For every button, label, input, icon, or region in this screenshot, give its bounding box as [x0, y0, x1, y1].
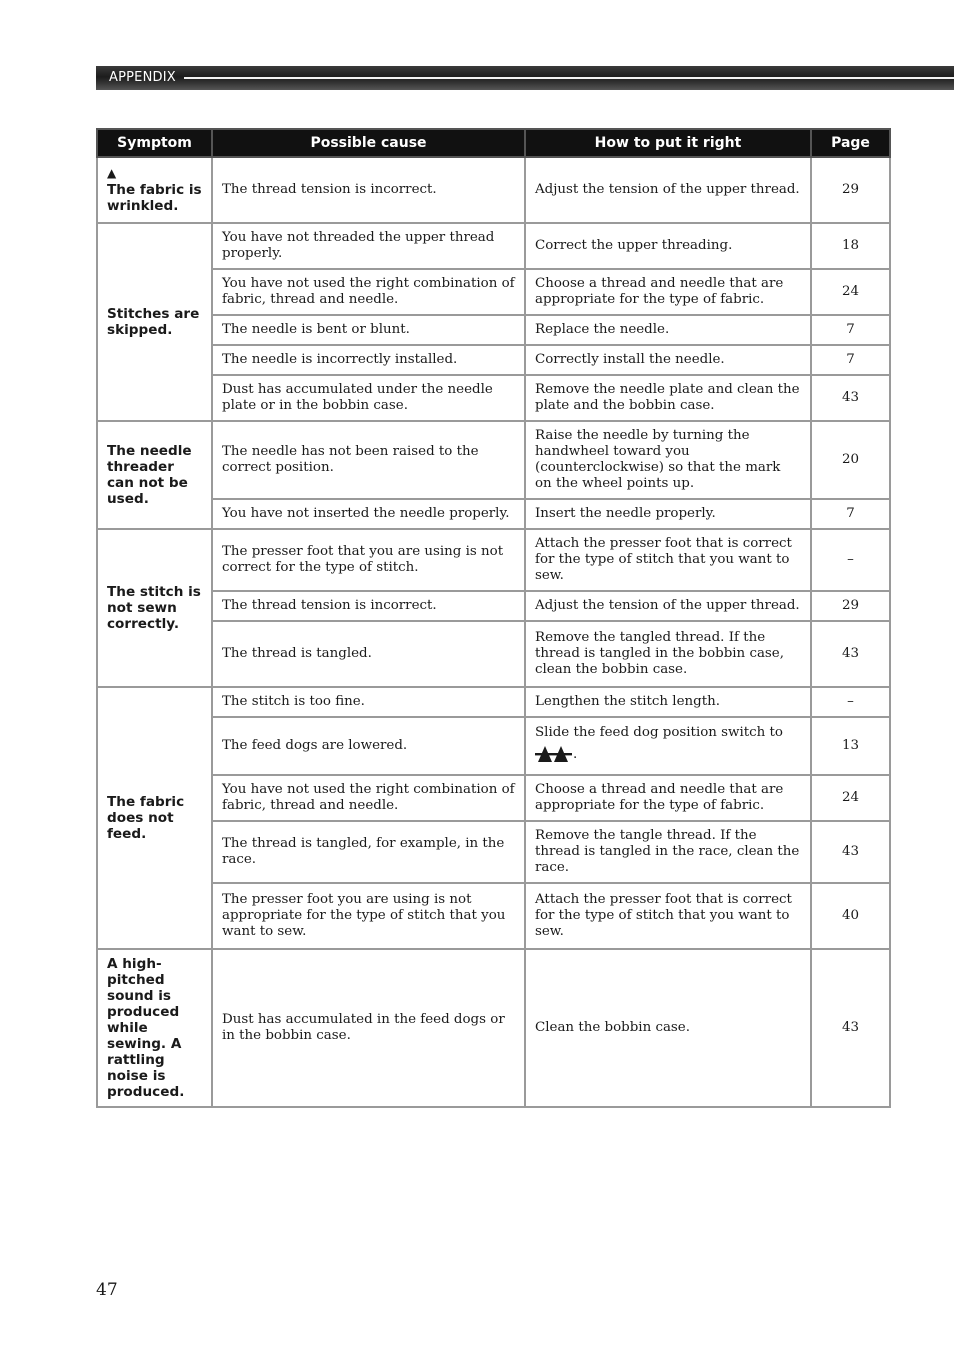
symptom-cell: [97, 157, 212, 223]
table-row: [97, 529, 890, 591]
cause-cell: You have not used the right combination of fabric, thread and needle.: [212, 775, 525, 821]
column-header-cause: Possible cause: [212, 129, 525, 157]
feed-dog-up-icon: [535, 743, 573, 768]
remedy-cell: Adjust the tension of the upper thread.: [525, 591, 811, 621]
remedy-cell: Choose a thread and needle that are appropriate for the type of fabric.: [525, 269, 811, 315]
column-header-remedy: How to put it right: [525, 129, 811, 157]
section-header-bar: [96, 66, 954, 90]
remedy-cell: Attach the presser foot that is correct for the type of stitch that you want to sew.: [525, 883, 811, 949]
cause-cell: The stitch is too fine.: [212, 687, 525, 717]
table-row: [97, 621, 890, 687]
page-cell: 20: [811, 421, 890, 499]
page-cell: 43: [811, 949, 890, 1107]
table-row: [97, 269, 890, 315]
table-row: [97, 883, 890, 949]
cause-cell: You have not used the right combination of fabric, thread and needle.: [212, 269, 525, 315]
table-row: [97, 687, 890, 717]
remedy-cell: Remove the needle plate and clean the plate and the bobbin case.: [525, 375, 811, 421]
remedy-cell: Adjust the tension of the upper thread.: [525, 157, 811, 223]
header-rule: [184, 77, 954, 79]
symptom-cell: Stitches are skipped.: [97, 223, 212, 421]
remedy-text: Slide the feed dog position switch to: [535, 724, 783, 740]
cause-cell: The needle has not been raised to the correct position.: [212, 421, 525, 499]
remedy-cell: Attach the presser foot that is correct for the type of stitch that you want to sew.: [525, 529, 811, 591]
remedy-cell: Correct the upper threading.: [525, 223, 811, 269]
section-title: APPENDIX: [109, 70, 176, 85]
table-row: [97, 315, 890, 345]
cause-cell: The feed dogs are lowered.: [212, 717, 525, 775]
table-row: [97, 375, 890, 421]
cause-cell: The presser foot you are using is not appropriate for the type of stitch that you want to sew.: [212, 883, 525, 949]
table-row: [97, 421, 890, 499]
page-cell: 7: [811, 345, 890, 375]
cause-cell: Dust has accumulated under the needle plate or in the bobbin case.: [212, 375, 525, 421]
table-header-row: [97, 129, 890, 157]
table-row: [97, 717, 890, 775]
cause-cell: The thread tension is incorrect.: [212, 157, 525, 223]
troubleshooting-table: [96, 128, 891, 1108]
table-row: [97, 591, 890, 621]
table-row: [97, 345, 890, 375]
up-arrow-icon: ▲: [107, 165, 117, 180]
cause-cell: You have not threaded the upper thread properly.: [212, 223, 525, 269]
cause-cell: The needle is incorrectly installed.: [212, 345, 525, 375]
page-cell: 24: [811, 269, 890, 315]
page-cell: 7: [811, 499, 890, 529]
page-cell: 43: [811, 821, 890, 883]
table-row: [97, 949, 890, 1107]
remedy-suffix: .: [573, 746, 578, 762]
remedy-cell: Raise the needle by turning the handwheel toward you (counterclockwise) so that the mark on the wheel points up.: [525, 421, 811, 499]
page-number: 47: [96, 1280, 118, 1300]
table-row: [97, 223, 890, 269]
table-row: [97, 499, 890, 529]
remedy-cell: Replace the needle.: [525, 315, 811, 345]
page-cell: 13: [811, 717, 890, 775]
table-row: [97, 821, 890, 883]
cause-cell: The needle is bent or blunt.: [212, 315, 525, 345]
cause-cell: Dust has accumulated in the feed dogs or in the bobbin case.: [212, 949, 525, 1107]
page-cell: 43: [811, 375, 890, 421]
page-cell: 29: [811, 591, 890, 621]
page-cell: –: [811, 687, 890, 717]
page-cell: 29: [811, 157, 890, 223]
remedy-cell: Insert the needle properly.: [525, 499, 811, 529]
table-row: [97, 775, 890, 821]
cause-cell: The presser foot that you are using is not correct for the type of stitch.: [212, 529, 525, 591]
symptom-cell: The stitch is not sewn correctly.: [97, 529, 212, 687]
page-cell: –: [811, 529, 890, 591]
remedy-cell: Lengthen the stitch length.: [525, 687, 811, 717]
column-header-symptom: Symptom: [97, 129, 212, 157]
remedy-cell: Correctly install the needle.: [525, 345, 811, 375]
remedy-cell: Choose a thread and needle that are appropriate for the type of fabric.: [525, 775, 811, 821]
remedy-cell: Clean the bobbin case.: [525, 949, 811, 1107]
page-cell: 43: [811, 621, 890, 687]
cause-cell: The thread tension is incorrect.: [212, 591, 525, 621]
remedy-cell: [525, 717, 811, 775]
symptom-cell: The needle threader can not be used.: [97, 421, 212, 529]
symptom-cell: A high-pitched sound is produced while sewing. A rattling noise is produced.: [97, 949, 212, 1107]
cause-cell: The thread is tangled.: [212, 621, 525, 687]
column-header-page: Page: [811, 129, 890, 157]
symptom-cell: The fabric does not feed.: [97, 687, 212, 949]
remedy-cell: Remove the tangle thread. If the thread is tangled in the race, clean the race.: [525, 821, 811, 883]
page-cell: 18: [811, 223, 890, 269]
cause-cell: The thread is tangled, for example, in the race.: [212, 821, 525, 883]
page-cell: 40: [811, 883, 890, 949]
remedy-cell: Remove the tangled thread. If the thread is tangled in the bobbin case, clean the bobbin case.: [525, 621, 811, 687]
symptom-text: The fabric is wrinkled.: [107, 181, 202, 214]
page-cell: 7: [811, 315, 890, 345]
table-row: [97, 157, 890, 223]
page-cell: 24: [811, 775, 890, 821]
cause-cell: You have not inserted the needle properly.: [212, 499, 525, 529]
